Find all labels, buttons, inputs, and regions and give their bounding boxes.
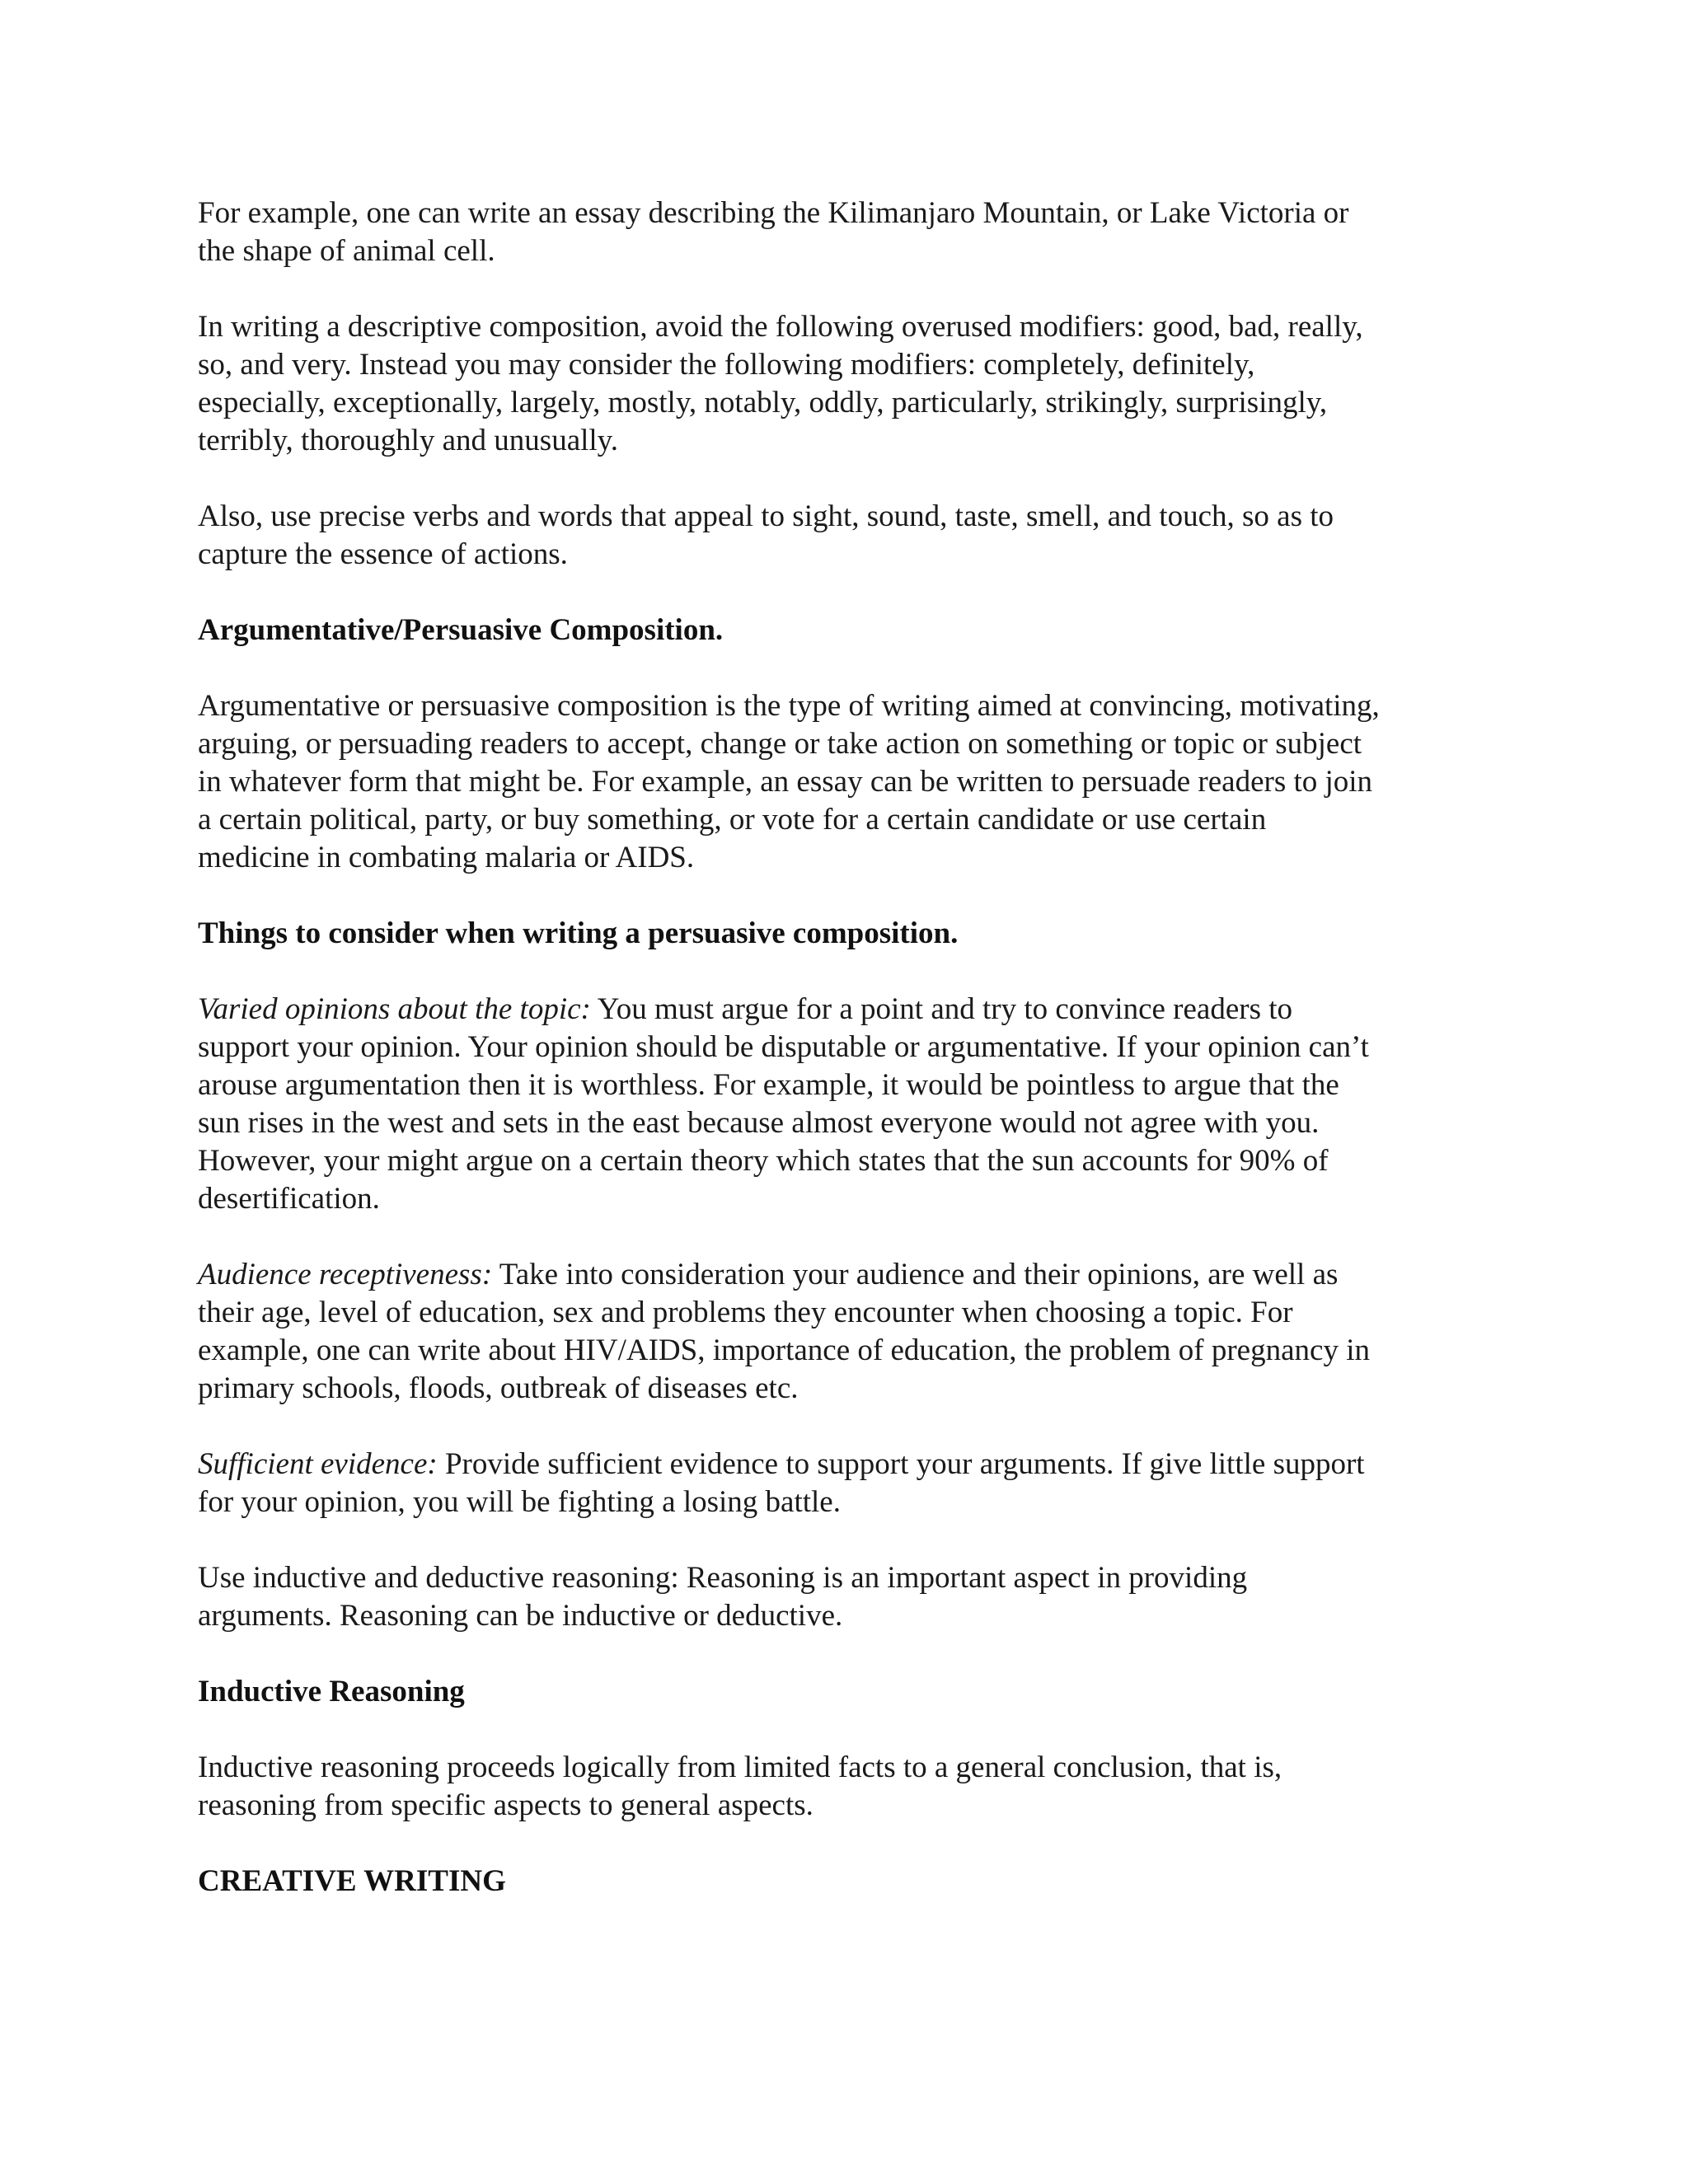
heading-argumentative-composition: Argumentative/Persuasive Composition. xyxy=(198,613,724,647)
paragraph-inductive-definition xyxy=(198,1749,1484,1825)
text-line: so, and very. Instead you may consider the following modifiers: completely, definitely, xyxy=(198,348,1255,382)
page-content xyxy=(198,194,1484,1938)
text-line: in whatever form that might be. For example, an essay can be written to persuade readers to join xyxy=(198,765,1373,799)
text-line: primary schools, floods, outbreak of diseases etc. xyxy=(198,1371,799,1405)
paragraph-sufficient-evidence xyxy=(198,1446,1484,1521)
text-line: the shape of animal cell. xyxy=(198,234,495,268)
text-line: desertification. xyxy=(198,1182,380,1216)
term-audience-receptiveness: Audience receptiveness: xyxy=(198,1258,493,1291)
text-run: You must argue for a point and try to convince readers to xyxy=(590,992,1293,1026)
text-line: reasoning from specific aspects to general aspects. xyxy=(198,1788,814,1822)
text-line: arouse argumentation then it is worthless. For example, it would be pointless to argue that the xyxy=(198,1068,1339,1102)
text-line: terribly, thoroughly and unusually. xyxy=(198,424,619,457)
heading-creative-writing: CREATIVE WRITING xyxy=(198,1864,506,1898)
text-line: In writing a descriptive composition, avoid the following overused modifiers: good, bad, really, xyxy=(198,310,1363,344)
text-run: Provide sufficient evidence to support your arguments. If give little support xyxy=(437,1447,1365,1481)
text-line: Inductive reasoning proceeds logically from limited facts to a general conclusion, that is, xyxy=(198,1750,1282,1784)
paragraph-reasoning xyxy=(198,1559,1484,1635)
paragraph-precise-verbs xyxy=(198,498,1484,574)
paragraph-modifiers xyxy=(198,308,1484,460)
text-line: their age, level of education, sex and problems they encounter when choosing a topic. For xyxy=(198,1296,1293,1329)
text-line: for your opinion, you will be fighting a losing battle. xyxy=(198,1485,841,1519)
paragraph-varied-opinions xyxy=(198,991,1484,1218)
text-line: arguing, or persuading readers to accept, change or take action on something or topic or subject xyxy=(198,727,1362,761)
term-varied-opinions: Varied opinions about the topic: xyxy=(198,992,591,1026)
text-line: especially, exceptionally, largely, mostly, notably, oddly, particularly, strikingly, surprisingly, xyxy=(198,386,1328,419)
text-line: example, one can write about HIV/AIDS, importance of education, the problem of pregnancy in xyxy=(198,1333,1370,1367)
text-line: Argumentative or persuasive composition is the type of writing aimed at convincing, motivating, xyxy=(198,689,1380,723)
paragraph-audience-receptiveness xyxy=(198,1256,1484,1408)
text-line xyxy=(198,1446,1484,1483)
text-line: For example, one can write an essay describing the Kilimanjaro Mountain, or Lake Victoria or xyxy=(198,196,1349,230)
text-line: support your opinion. Your opinion should be disputable or argumentative. If your opinion can’t xyxy=(198,1030,1369,1064)
heading-inductive-reasoning: Inductive Reasoning xyxy=(198,1675,465,1708)
text-line: a certain political, party, or buy something, or vote for a certain candidate or use certain xyxy=(198,803,1267,837)
text-line: arguments. Reasoning can be inductive or deductive. xyxy=(198,1599,843,1633)
text-run: Take into consideration your audience and their opinions, are well as xyxy=(492,1258,1339,1291)
heading-things-to-consider: Things to consider when writing a persuasive composition. xyxy=(198,916,959,950)
text-line: However, your might argue on a certain theory which states that the sun accounts for 90% of xyxy=(198,1144,1329,1178)
paragraph-example-intro xyxy=(198,194,1484,270)
paragraph-persuasive-definition xyxy=(198,687,1484,877)
text-line: capture the essence of actions. xyxy=(198,537,568,571)
text-line: Use inductive and deductive reasoning: Reasoning is an important aspect in providing xyxy=(198,1561,1248,1595)
term-sufficient-evidence: Sufficient evidence: xyxy=(198,1447,438,1481)
text-line: Also, use precise verbs and words that appeal to sight, sound, taste, smell, and touch, so as to xyxy=(198,499,1334,533)
text-line: medicine in combating malaria or AIDS. xyxy=(198,841,695,874)
text-line: sun rises in the west and sets in the east because almost everyone would not agree with you. xyxy=(198,1106,1320,1140)
text-line xyxy=(198,991,1484,1029)
text-line xyxy=(198,1256,1484,1294)
